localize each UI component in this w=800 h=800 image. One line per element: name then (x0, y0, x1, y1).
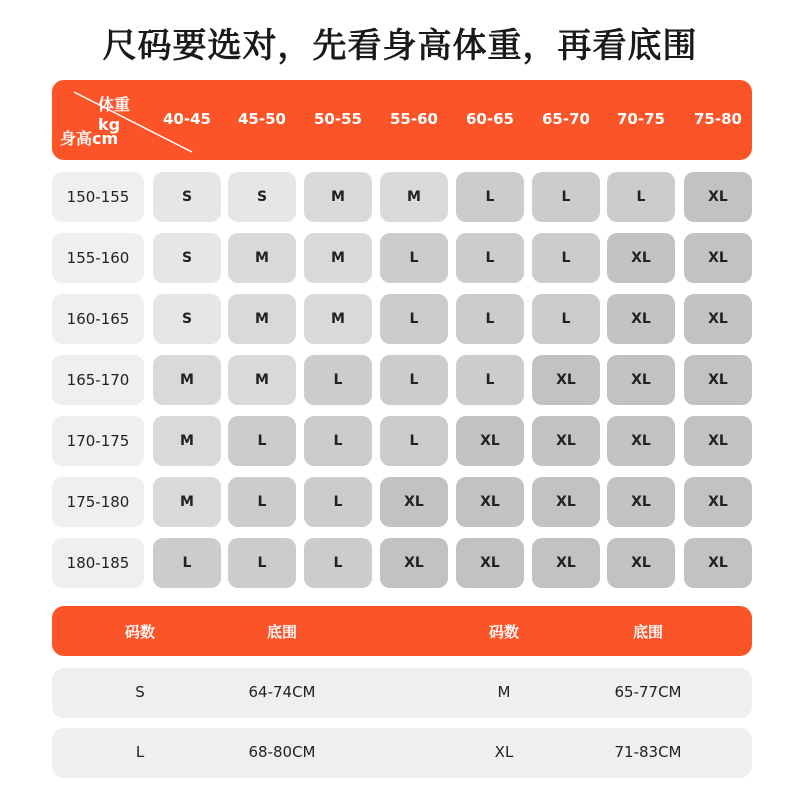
size-cell: XL (607, 355, 675, 405)
weight-column-header: 65-70 (542, 110, 590, 128)
size-cell: XL (684, 355, 752, 405)
size-cell: M (153, 477, 221, 527)
size-cell: L (228, 538, 296, 588)
size-cell: L (304, 416, 372, 466)
size-cell: L (456, 294, 524, 344)
size-cell: XL (684, 477, 752, 527)
size-chart-header (52, 80, 752, 160)
height-axis-label: 身高cm (60, 129, 119, 148)
height-row-label: 175-180 (52, 477, 144, 527)
size-cell: L (380, 294, 448, 344)
size-cell: M (304, 233, 372, 283)
size-cell: L (304, 477, 372, 527)
size-cell: M (304, 172, 372, 222)
weight-column-header: 75-80 (694, 110, 742, 128)
size-cell: XL (684, 416, 752, 466)
waist-row (52, 668, 752, 718)
size-cell: XL (532, 355, 600, 405)
size-cell: XL (380, 477, 448, 527)
hip-header: 底围 (266, 623, 297, 641)
size-cell: XL (607, 233, 675, 283)
size-cell: M (153, 416, 221, 466)
size-value: L (135, 743, 145, 761)
waist-table-header (52, 606, 752, 656)
size-cell: L (228, 477, 296, 527)
size-cell: L (380, 416, 448, 466)
size-cell: XL (607, 477, 675, 527)
size-value: M (497, 683, 511, 701)
size-cell: XL (684, 233, 752, 283)
size-cell: S (153, 233, 221, 283)
size-cell: XL (607, 416, 675, 466)
size-cell: L (532, 172, 600, 222)
size-cell: M (153, 355, 221, 405)
weight-column-header: 60-65 (466, 110, 514, 128)
size-value: S (135, 683, 145, 701)
size-cell: XL (607, 294, 675, 344)
height-row-label: 165-170 (52, 355, 144, 405)
size-cell: XL (607, 538, 675, 588)
hip-header: 底围 (632, 623, 663, 641)
size-cell: L (304, 538, 372, 588)
size-cell: L (607, 172, 675, 222)
size-cell: XL (456, 416, 524, 466)
size-cell: M (228, 233, 296, 283)
size-cell: L (456, 233, 524, 283)
hip-value: 68-80CM (248, 743, 316, 761)
size-cell: L (228, 416, 296, 466)
hip-value: 65-77CM (614, 683, 682, 701)
weight-axis-label: 体重kg (98, 95, 131, 134)
size-header: 码数 (124, 623, 155, 641)
size-header: 码数 (488, 623, 519, 641)
height-row-label: 160-165 (52, 294, 144, 344)
hip-value: 64-74CM (248, 683, 316, 701)
size-cell: L (153, 538, 221, 588)
size-cell: L (456, 172, 524, 222)
size-cell: L (456, 355, 524, 405)
size-value: XL (494, 743, 514, 761)
size-cell: L (532, 233, 600, 283)
size-cell: XL (532, 477, 600, 527)
size-cell: XL (456, 477, 524, 527)
size-cell: XL (684, 294, 752, 344)
size-cell: L (380, 233, 448, 283)
size-cell: S (153, 294, 221, 344)
size-cell: M (228, 294, 296, 344)
weight-column-header: 70-75 (617, 110, 665, 128)
waist-row (52, 728, 752, 778)
weight-column-header: 45-50 (238, 110, 286, 128)
size-cell: S (228, 172, 296, 222)
size-cell: XL (684, 538, 752, 588)
height-row-label: 150-155 (52, 172, 144, 222)
size-cell: XL (684, 172, 752, 222)
size-cell: XL (456, 538, 524, 588)
size-cell: L (380, 355, 448, 405)
height-row-label: 170-175 (52, 416, 144, 466)
weight-column-header: 50-55 (314, 110, 362, 128)
height-row-label: 180-185 (52, 538, 144, 588)
size-cell: XL (532, 416, 600, 466)
size-cell: XL (532, 538, 600, 588)
size-cell: M (380, 172, 448, 222)
size-cell: S (153, 172, 221, 222)
height-row-label: 155-160 (52, 233, 144, 283)
size-cell: M (228, 355, 296, 405)
hip-value: 71-83CM (614, 743, 682, 761)
corner-cell (52, 80, 152, 160)
page-title: 尺码要选对，先看身高体重，再看底围 (102, 26, 698, 66)
weight-column-header: 40-45 (163, 110, 211, 128)
size-cell: M (304, 294, 372, 344)
size-cell: L (304, 355, 372, 405)
size-cell: XL (380, 538, 448, 588)
weight-column-header: 55-60 (390, 110, 438, 128)
size-cell: L (532, 294, 600, 344)
